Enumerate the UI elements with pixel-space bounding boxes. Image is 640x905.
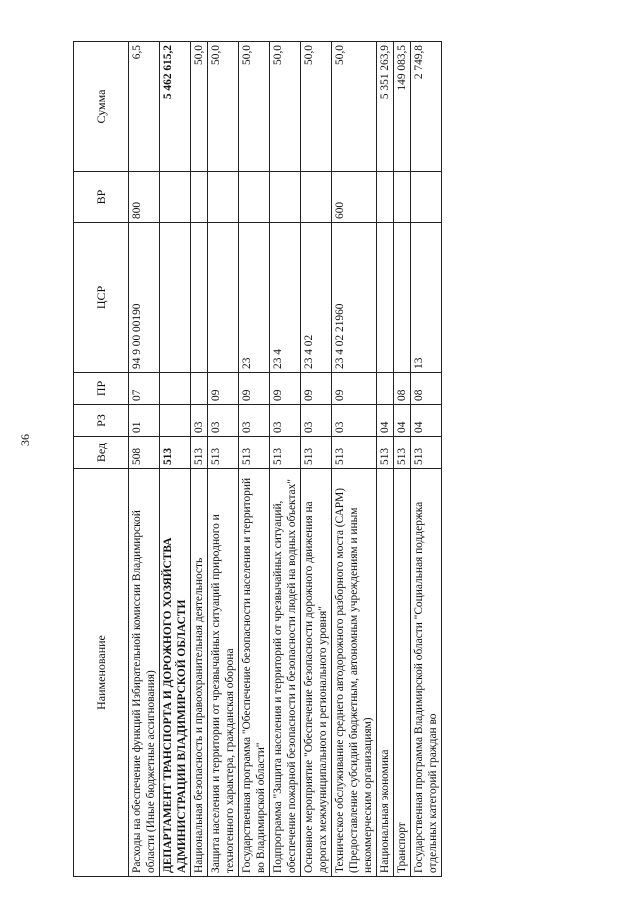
cell-csr: 23 4 02 21960 — [332, 223, 377, 373]
cell-rz — [160, 405, 191, 437]
header-ved: Вед — [74, 437, 129, 469]
cell-pr: 07 — [129, 373, 160, 405]
cell-ved: 513 — [270, 437, 301, 469]
table-row — [411, 42, 442, 877]
cell-vr — [301, 172, 332, 223]
cell-csr: 23 — [239, 223, 270, 373]
header-rz: РЗ — [74, 405, 129, 437]
cell-rz: 04 — [394, 405, 411, 437]
cell-rz: 04 — [411, 405, 442, 437]
cell-rz: 03 — [301, 405, 332, 437]
cell-name: Транспорт — [394, 469, 411, 877]
cell-csr: 23 4 — [270, 223, 301, 373]
cell-sum: 50,0 — [332, 42, 377, 172]
cell-pr: 09 — [301, 373, 332, 405]
cell-vr: 800 — [129, 172, 160, 223]
cell-csr — [191, 223, 208, 373]
cell-name: Национальная экономика — [377, 469, 394, 877]
cell-vr — [160, 172, 191, 223]
cell-sum: 5 462 615,2 — [160, 42, 191, 172]
cell-name: Основное мероприятие "Обеспечение безопасности дорожного движения на дорогах межмуниципального и регионального уровня" — [301, 469, 332, 877]
table-row — [239, 42, 270, 877]
table-row — [377, 42, 394, 877]
cell-name: Подпрограмма "Защита населения и территорий от чрезвычайных ситуаций, обеспечение пожарной безопасности и безопасности людей на водных объектах" — [270, 469, 301, 877]
cell-ved: 513 — [411, 437, 442, 469]
table-row — [208, 42, 239, 877]
cell-sum: 50,0 — [301, 42, 332, 172]
cell-ved: 513 — [332, 437, 377, 469]
cell-rz: 03 — [270, 405, 301, 437]
cell-csr — [394, 223, 411, 373]
table-header-row — [74, 42, 129, 877]
cell-name: Национальная безопасность и правоохранительная деятельность — [191, 469, 208, 877]
cell-vr — [270, 172, 301, 223]
cell-vr — [239, 172, 270, 223]
cell-ved: 508 — [129, 437, 160, 469]
cell-pr — [191, 373, 208, 405]
header-vr: ВР — [74, 172, 129, 223]
header-sum: Сумма — [74, 42, 129, 172]
cell-rz: 03 — [208, 405, 239, 437]
table-row — [301, 42, 332, 877]
cell-pr: 09 — [332, 373, 377, 405]
cell-name: Государственная программа "Обеспечение безопасности населения и территорий во Владимирской области" — [239, 469, 270, 877]
table-row — [129, 42, 160, 877]
cell-ved: 513 — [160, 437, 191, 469]
table-row — [160, 42, 191, 877]
table-row — [332, 42, 377, 877]
cell-sum: 2 749,8 — [411, 42, 442, 172]
cell-csr — [208, 223, 239, 373]
cell-sum: 50,0 — [239, 42, 270, 172]
cell-sum: 149 083,5 — [394, 42, 411, 172]
budget-table-container — [73, 42, 589, 877]
cell-rz: 03 — [239, 405, 270, 437]
cell-vr: 600 — [332, 172, 377, 223]
cell-ved: 513 — [208, 437, 239, 469]
cell-vr — [411, 172, 442, 223]
cell-pr — [377, 373, 394, 405]
cell-pr: 09 — [270, 373, 301, 405]
cell-pr — [160, 373, 191, 405]
header-csr: ЦСР — [74, 223, 129, 373]
cell-rz: 01 — [129, 405, 160, 437]
cell-name: Расходы на обеспечение функций Избирательной комиссии Владимирской области (Иные бюджетные ассигнования) — [129, 469, 160, 877]
cell-csr — [377, 223, 394, 373]
page-number: 36 — [18, 434, 32, 446]
cell-vr — [191, 172, 208, 223]
cell-sum: 5 351 263,9 — [377, 42, 394, 172]
cell-vr — [394, 172, 411, 223]
table-row — [191, 42, 208, 877]
header-pr: ПР — [74, 373, 129, 405]
table-row — [270, 42, 301, 877]
cell-csr: 94 9 00 00190 — [129, 223, 160, 373]
cell-csr: 23 4 02 — [301, 223, 332, 373]
cell-ved: 513 — [239, 437, 270, 469]
budget-table — [73, 41, 442, 877]
cell-sum: 50,0 — [191, 42, 208, 172]
table-row — [394, 42, 411, 877]
header-name: Наименование — [74, 469, 129, 877]
cell-pr: 09 — [208, 373, 239, 405]
cell-name: Техническое обслуживание среднего автодорожного разборного моста (САРМ) (Предоставление субсидий бюджетным, автономным учреждениям и иным некоммерческим организациям) — [332, 469, 377, 877]
cell-pr: 09 — [239, 373, 270, 405]
cell-name: ДЕПАРТАМЕНТ ТРАНСПОРТА И ДОРОЖНОГО ХОЗЯЙСТВА АДМИНИСТРАЦИИ ВЛАДИМИРСКОЙ ОБЛАСТИ — [160, 469, 191, 877]
cell-csr — [160, 223, 191, 373]
cell-name: Государственная программа Владимирской области "Социальная поддержка отдельных категорий граждан во — [411, 469, 442, 877]
cell-vr — [208, 172, 239, 223]
cell-csr: 13 — [411, 223, 442, 373]
cell-sum: 50,0 — [208, 42, 239, 172]
cell-vr — [377, 172, 394, 223]
cell-ved: 513 — [191, 437, 208, 469]
cell-rz: 03 — [191, 405, 208, 437]
cell-pr: 08 — [394, 373, 411, 405]
cell-rz: 03 — [332, 405, 377, 437]
cell-sum: 6,5 — [129, 42, 160, 172]
cell-pr: 08 — [411, 373, 442, 405]
cell-name: Защита населения и территории от чрезвычайных ситуаций природного и техногенного характера, гражданская оборона — [208, 469, 239, 877]
cell-ved: 513 — [377, 437, 394, 469]
cell-ved: 513 — [301, 437, 332, 469]
cell-sum: 50,0 — [270, 42, 301, 172]
cell-ved: 513 — [394, 437, 411, 469]
cell-rz: 04 — [377, 405, 394, 437]
